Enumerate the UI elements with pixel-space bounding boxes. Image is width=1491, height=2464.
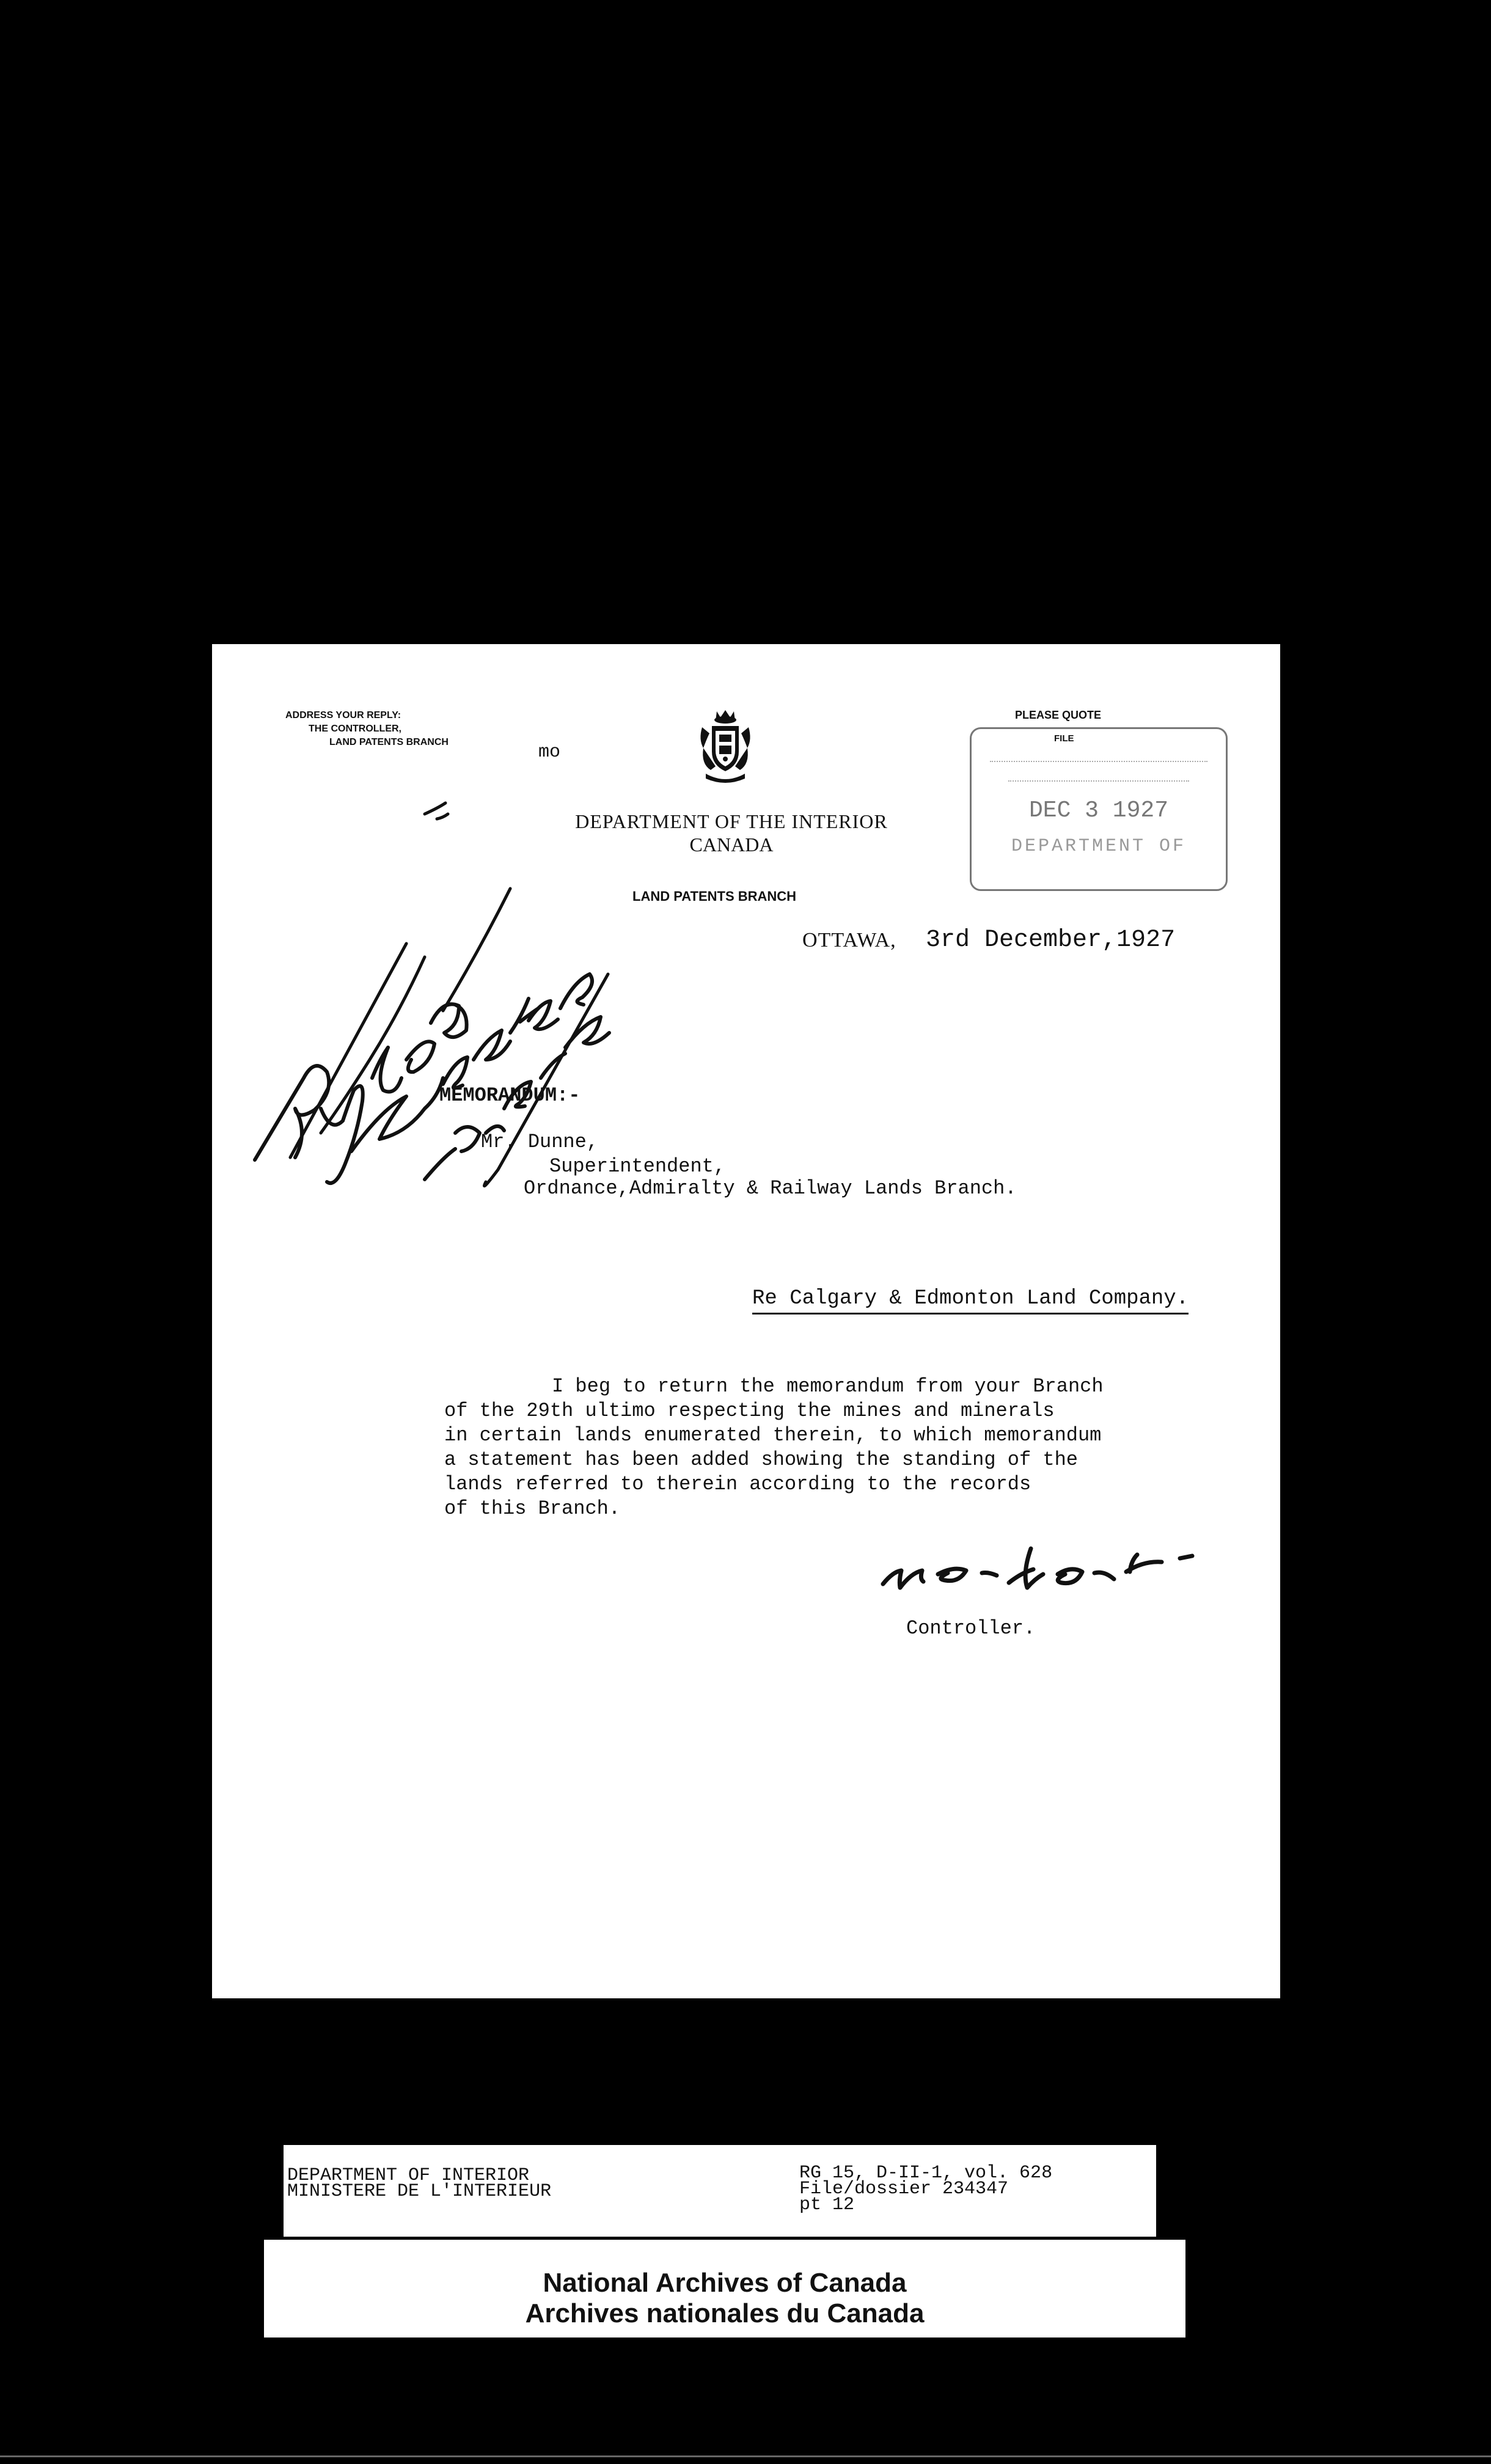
country-name: CANADA xyxy=(689,834,774,856)
reply-address-line-1: ADDRESS YOUR REPLY: xyxy=(285,710,401,721)
handwritten-annotation xyxy=(223,791,687,1206)
archive-name-label xyxy=(264,2240,1185,2338)
archive-dept-en: DEPARTMENT OF INTERIOR xyxy=(287,2165,530,2186)
reply-address-line-2: THE CONTROLLER, xyxy=(309,724,401,734)
signature-title: Controller. xyxy=(906,1617,1036,1640)
place-label: OTTAWA, xyxy=(802,929,896,952)
signature-mark xyxy=(874,1536,1217,1604)
addressee-branch: Ordnance,Admiralty & Railway Lands Branch. xyxy=(524,1177,1017,1200)
body-line-5: lands referred to therein according to the records xyxy=(444,1473,1031,1495)
subject-line: Re Calgary & Edmonton Land Company. xyxy=(752,1287,1189,1314)
archive-name-fr: Archives nationales du Canada xyxy=(525,2298,925,2328)
body-line-4: a statement has been added showing the standing of the xyxy=(444,1448,1078,1471)
archive-dept-fr: MINISTERE DE L'INTERIEUR xyxy=(287,2181,552,2202)
department-name: DEPARTMENT OF THE INTERIOR xyxy=(575,810,888,832)
file-label: FILE xyxy=(1054,733,1074,744)
archive-part: pt 12 xyxy=(799,2194,855,2215)
memorandum-heading: MEMORANDUM:- xyxy=(439,1084,581,1107)
archive-reference-label xyxy=(284,2145,1156,2237)
addressee-title: Superintendent, xyxy=(549,1155,726,1178)
coat-of-arms-icon xyxy=(697,709,753,786)
branch-name: LAND PATENTS BRANCH xyxy=(632,889,797,904)
body-line-2: of the 29th ultimo respecting the mines and minerals xyxy=(444,1399,1055,1422)
letter-date: 3rd December,1927 xyxy=(926,926,1176,954)
stamp-organization: DEPARTMENT OF xyxy=(1011,836,1187,857)
body-line-3: in certain lands enumerated therein, to which memorandum xyxy=(444,1424,1102,1447)
archive-file: File/dossier 234347 xyxy=(799,2179,1009,2199)
letter-sheet xyxy=(212,644,1280,1998)
typist-initials: mo xyxy=(538,742,561,763)
received-date-stamp xyxy=(970,727,1228,891)
body-line-1: I beg to return the memorandum from your Branch xyxy=(552,1375,1104,1398)
stamp-date: DEC 3 1927 xyxy=(1028,798,1169,824)
archive-name-en: National Archives of Canada xyxy=(543,2268,907,2298)
archive-reference: RG 15, D-II-1, vol. 628 xyxy=(799,2163,1053,2184)
please-quote-label: PLEASE QUOTE xyxy=(1015,709,1102,721)
scan-edge-line xyxy=(0,2455,1491,2457)
body-line-6: of this Branch. xyxy=(444,1497,621,1520)
reply-address-line-3: LAND PATENTS BRANCH xyxy=(329,737,449,747)
addressee-name: Mr. Dunne, xyxy=(481,1131,599,1153)
